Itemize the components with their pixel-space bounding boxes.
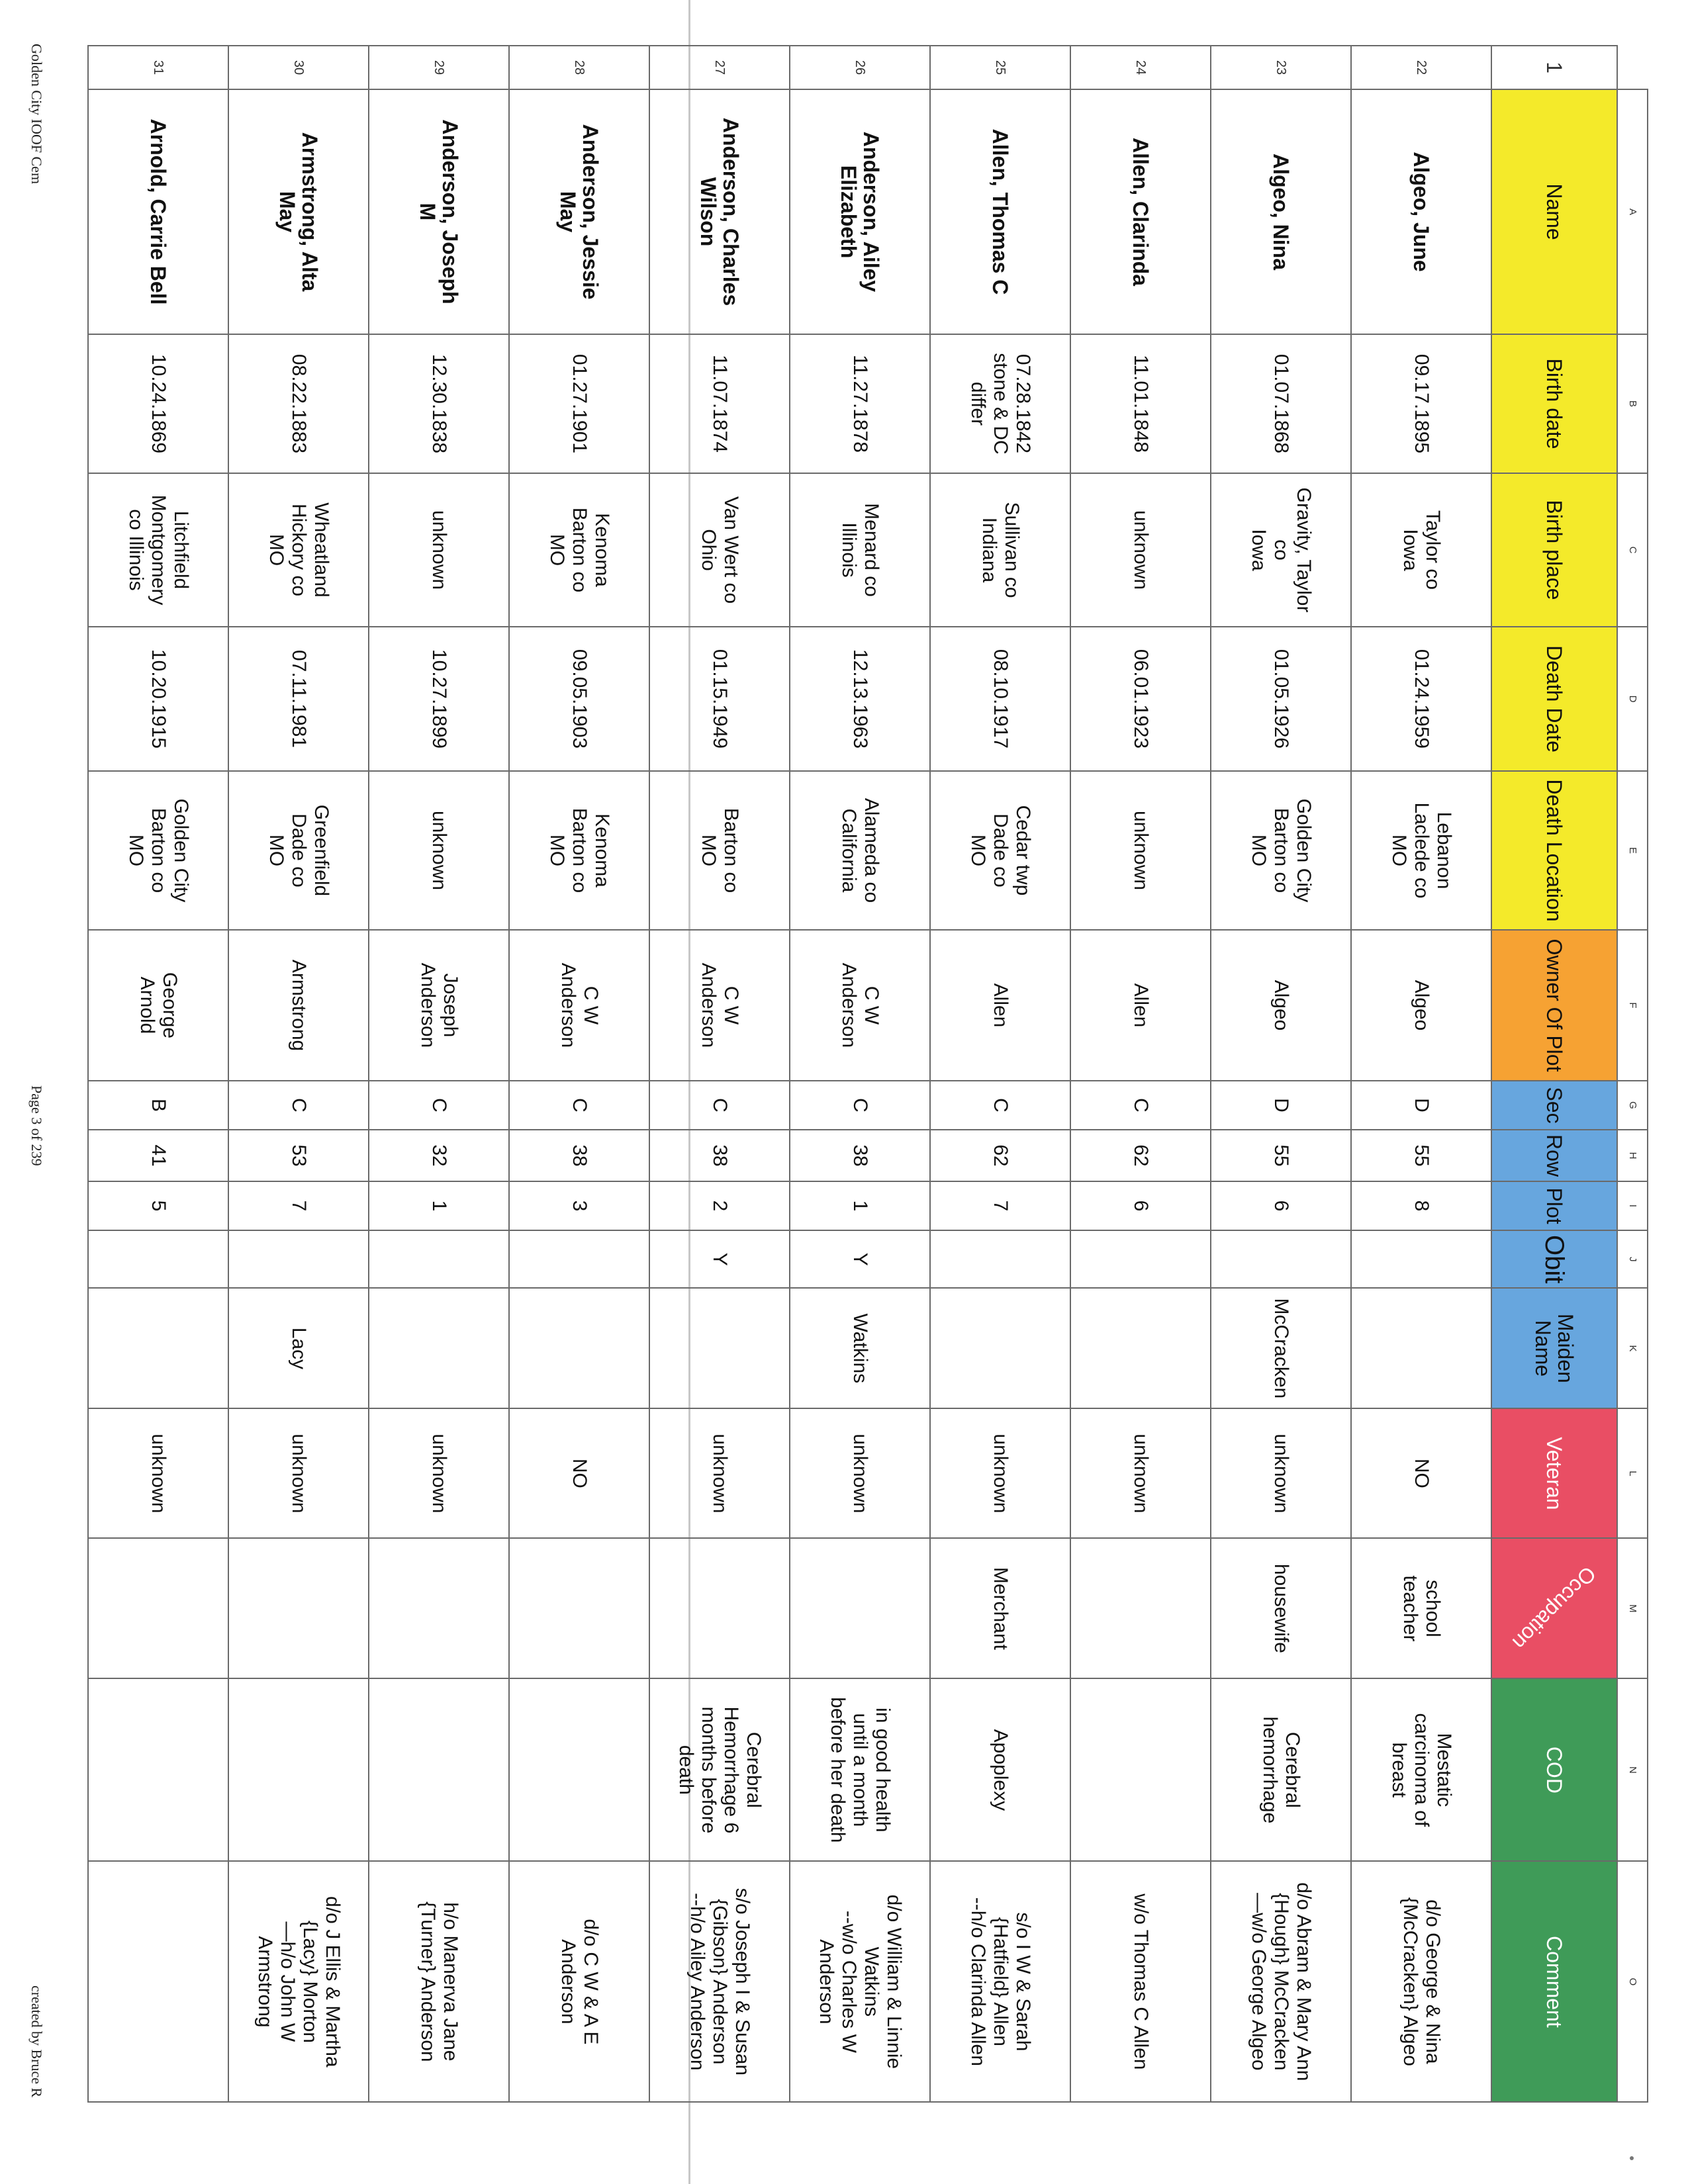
table-cell: Joseph Anderson (369, 930, 509, 1081)
table-cell: Alameda co California (790, 771, 930, 930)
table-cell: Barton co MO (649, 771, 790, 930)
table-cell: unknown (369, 1408, 509, 1538)
table-cell: 2 (649, 1181, 790, 1230)
table-cell: Kenoma Barton co MO (509, 473, 649, 627)
table-cell: Mestatic carcinoma of breast (1351, 1678, 1491, 1861)
table-cell: George Arnold (88, 930, 228, 1081)
table-row (1211, 46, 1351, 2102)
table-cell (369, 1678, 509, 1861)
table-cell: Algeo (1351, 930, 1491, 1081)
table-cell: Van Wert co Ohio (649, 473, 790, 627)
table-cell: 01.05.1926 (1211, 627, 1351, 771)
row-number: 31 (88, 46, 228, 89)
name-cell: Allen, Clarinda (1070, 89, 1211, 334)
table-cell (369, 1288, 509, 1408)
table-cell: unknown (369, 771, 509, 930)
table-cell: Y (790, 1230, 930, 1288)
table-row (1070, 46, 1211, 2102)
table-cell: 11.27.1878 (790, 334, 930, 473)
column-letter: F (1617, 930, 1648, 1081)
column-header: Birth date (1491, 334, 1617, 473)
column-letter: O (1617, 1861, 1648, 2102)
table-cell: 32 (369, 1130, 509, 1181)
column-header: Sec (1491, 1081, 1617, 1130)
table-cell: 6 (1070, 1181, 1211, 1230)
column-header-label: Occupation (1508, 1562, 1601, 1655)
table-cell (88, 1861, 228, 2102)
table-cell: 38 (649, 1130, 790, 1181)
table-cell (649, 1288, 790, 1408)
table-cell: 12.13.1963 (790, 627, 930, 771)
table-cell: 11.07.1874 (649, 334, 790, 473)
column-letter: K (1617, 1288, 1648, 1408)
table-cell: 8 (1351, 1181, 1491, 1230)
table-row (930, 46, 1070, 2102)
column-header: COD (1491, 1678, 1617, 1861)
table-cell: Cerebral Hemorrhage 6 months before death (649, 1678, 790, 1861)
table-row (88, 46, 228, 2102)
column-letter: E (1617, 771, 1648, 930)
table-cell: Merchant (930, 1538, 1070, 1678)
table-cell: C (930, 1081, 1070, 1130)
table-cell: 1 (369, 1181, 509, 1230)
table-cell: 10.20.1915 (88, 627, 228, 771)
table-row (509, 46, 649, 2102)
table-cell: D (1211, 1081, 1351, 1130)
table-cell: s/o I W & Sarah {Hatfield} Allen --h/o Clarinda Allen (930, 1861, 1070, 2102)
table-cell: d/o J Ellis & Martha {Lacy} Morton —h/o John W Armstrong (228, 1861, 369, 2102)
table-cell: 62 (1070, 1130, 1211, 1181)
table-cell: 7 (930, 1181, 1070, 1230)
table-cell (930, 1230, 1070, 1288)
table-cell: D (1351, 1081, 1491, 1130)
row-number: 27 (649, 46, 790, 89)
column-letter: D (1617, 627, 1648, 771)
table-cell: Gravity, Taylor co Iowa (1211, 473, 1351, 627)
table-cell: Watkins (790, 1288, 930, 1408)
table-cell (1351, 1288, 1491, 1408)
table-cell: 38 (790, 1130, 930, 1181)
column-header: Comment (1491, 1861, 1617, 2102)
table-cell: Cedar twp Dade co MO (930, 771, 1070, 930)
table-cell: Litchfield Montgomery co Illinois (88, 473, 228, 627)
table-row (369, 46, 509, 2102)
table-cell: McCracken (1211, 1288, 1351, 1408)
column-header: Name (1491, 89, 1617, 334)
name-cell: Algeo, Nina (1211, 89, 1351, 334)
table-cell: unknown (369, 473, 509, 627)
table-cell: housewife (1211, 1538, 1351, 1678)
name-cell: Allen, Thomas C (930, 89, 1070, 334)
table-cell: in good health until a month before her death (790, 1678, 930, 1861)
table-cell: 3 (509, 1181, 649, 1230)
table-cell: C (1070, 1081, 1211, 1130)
table-cell: unknown (88, 1408, 228, 1538)
table-cell: 08.10.1917 (930, 627, 1070, 771)
row-number: 29 (369, 46, 509, 89)
table-cell: 01.07.1868 (1211, 334, 1351, 473)
table-cell (509, 1288, 649, 1408)
table-cell: 38 (509, 1130, 649, 1181)
table-cell: unknown (1070, 771, 1211, 930)
name-cell: Anderson, Jessie May (509, 89, 649, 334)
table-cell: Sullivan co Indiana (930, 473, 1070, 627)
table-cell: 1 (790, 1181, 930, 1230)
cemetery-records-table (87, 45, 1648, 2103)
table-cell (1070, 1230, 1211, 1288)
table-cell (509, 1230, 649, 1288)
table-cell: Menard co Illinois (790, 473, 930, 627)
table-cell: C (649, 1081, 790, 1130)
header-row (1491, 46, 1617, 2102)
name-cell: Anderson, Joseph M (369, 89, 509, 334)
table-cell (790, 1538, 930, 1678)
table-cell (88, 1288, 228, 1408)
row-number: 28 (509, 46, 649, 89)
name-cell: Algeo, June (1351, 89, 1491, 334)
corner-cell (1617, 46, 1648, 89)
table-cell: 12.30.1838 (369, 334, 509, 473)
table-row (790, 46, 930, 2102)
column-letter: N (1617, 1678, 1648, 1861)
table-cell: 01.15.1949 (649, 627, 790, 771)
table-cell: C W Anderson (509, 930, 649, 1081)
column-letter: I (1617, 1181, 1648, 1230)
table-cell: Taylor co Iowa (1351, 473, 1491, 627)
column-letter: M (1617, 1538, 1648, 1678)
column-letter-row (1617, 46, 1648, 2102)
table-cell (88, 1678, 228, 1861)
table-cell (649, 1538, 790, 1678)
table-cell (228, 1678, 369, 1861)
table-cell (1070, 1288, 1211, 1408)
table-cell: Lacy (228, 1288, 369, 1408)
table-cell: Golden City Barton co MO (88, 771, 228, 930)
column-header: Owner Of Plot (1491, 930, 1617, 1081)
row-number: 23 (1211, 46, 1351, 89)
table-cell: 10.27.1899 (369, 627, 509, 771)
name-cell: Anderson, Charles Wilson (649, 89, 790, 334)
table-cell: 01.24.1959 (1351, 627, 1491, 771)
table-cell: 07.28.1842 stone & DC differ (930, 334, 1070, 473)
row-number: 30 (228, 46, 369, 89)
table-cell: C (790, 1081, 930, 1130)
table-cell: unknown (228, 1408, 369, 1538)
table-cell: Kenoma Barton co MO (509, 771, 649, 930)
table-cell: d/o Abram & Mary Ann {Hough} McCracken —w/o George Algeo (1211, 1861, 1351, 2102)
table-cell (930, 1288, 1070, 1408)
column-letter: G (1617, 1081, 1648, 1130)
table-cell: 09.17.1895 (1351, 334, 1491, 473)
column-header: Obit (1491, 1230, 1617, 1288)
table-cell: C (369, 1081, 509, 1130)
table-cell (228, 1538, 369, 1678)
row-number: 24 (1070, 46, 1211, 89)
column-header: Death Date (1491, 627, 1617, 771)
column-header: Maiden Name (1491, 1288, 1617, 1408)
table-cell: 08.22.1883 (228, 334, 369, 473)
table-cell: h/o Manerva Jane {Turner} Anderson (369, 1861, 509, 2102)
table-cell: Allen (1070, 930, 1211, 1081)
column-letter: C (1617, 473, 1648, 627)
footer-creator: created by Bruce R (28, 1985, 45, 2098)
table-cell: NO (1351, 1408, 1491, 1538)
table-cell: Y (649, 1230, 790, 1288)
table-cell (228, 1230, 369, 1288)
table-row (649, 46, 790, 2102)
table-cell: Wheatland Hickory co MO (228, 473, 369, 627)
table-cell: 11.01.1848 (1070, 334, 1211, 473)
table-cell (88, 1230, 228, 1288)
table-cell: C W Anderson (649, 930, 790, 1081)
table-cell: unknown (1070, 1408, 1211, 1538)
table-cell: 01.27.1901 (509, 334, 649, 473)
table-cell: 7 (228, 1181, 369, 1230)
table-cell (1211, 1230, 1351, 1288)
table-cell: Greenfield Dade co MO (228, 771, 369, 930)
table-cell: C (509, 1081, 649, 1130)
column-letter: J (1617, 1230, 1648, 1288)
table-row (1351, 46, 1491, 2102)
table-cell: C (228, 1081, 369, 1130)
column-header: Death Location (1491, 771, 1617, 930)
table-cell: Apoplexy (930, 1678, 1070, 1861)
table-cell: 5 (88, 1181, 228, 1230)
table-cell (509, 1678, 649, 1861)
table-cell: school teacher (1351, 1538, 1491, 1678)
column-letter: A (1617, 89, 1648, 334)
table-cell: 10.24.1869 (88, 334, 228, 473)
row-number: 25 (930, 46, 1070, 89)
table-cell: C W Anderson (790, 930, 930, 1081)
table-cell: Algeo (1211, 930, 1351, 1081)
table-cell (369, 1230, 509, 1288)
table-cell (509, 1538, 649, 1678)
table-cell: w/o Thomas C Allen (1070, 1861, 1211, 2102)
table-cell: 07.11.1981 (228, 627, 369, 771)
table-cell: unknown (790, 1408, 930, 1538)
column-letter: B (1617, 334, 1648, 473)
table-cell: 41 (88, 1130, 228, 1181)
table-cell: Cerebral hemorrhage (1211, 1678, 1351, 1861)
name-cell: Anderson, Ailey Elizabeth (790, 89, 930, 334)
column-letter: H (1617, 1130, 1648, 1181)
table-cell: d/o William & Linnie Watkins --w/o Charles W Anderson (790, 1861, 930, 2102)
row-number: 22 (1351, 46, 1491, 89)
table-cell: d/o C W & A E Anderson (509, 1861, 649, 2102)
row-number: 1 (1491, 46, 1617, 89)
table-cell: 55 (1351, 1130, 1491, 1181)
column-header: Birth place (1491, 473, 1617, 627)
table-cell: unknown (649, 1408, 790, 1538)
table-cell: B (88, 1081, 228, 1130)
name-cell: Armstrong, Alta May (228, 89, 369, 334)
table-cell: Allen (930, 930, 1070, 1081)
table-cell: Armstrong (228, 930, 369, 1081)
row-number: 26 (790, 46, 930, 89)
table-cell: s/o Joseph I & Susan {Gibson} Anderson --h/o Ailey Anderson (649, 1861, 790, 2102)
column-header (1491, 1538, 1617, 1678)
footer-page-number: Page 3 of 239 (28, 1085, 45, 1166)
table-cell: 06.01.1923 (1070, 627, 1211, 771)
table-cell (88, 1538, 228, 1678)
table-cell: 6 (1211, 1181, 1351, 1230)
table-cell: 53 (228, 1130, 369, 1181)
column-header: Plot (1491, 1181, 1617, 1230)
table-row (228, 46, 369, 2102)
table-cell (1351, 1230, 1491, 1288)
table-cell: unknown (930, 1408, 1070, 1538)
table-cell: 55 (1211, 1130, 1351, 1181)
table-cell: unknown (1070, 473, 1211, 627)
table-cell: unknown (1211, 1408, 1351, 1538)
table-cell (1070, 1678, 1211, 1861)
footer-source: Golden City IOOF Cem (28, 44, 45, 185)
table-cell: NO (509, 1408, 649, 1538)
table-cell (369, 1538, 509, 1678)
table-cell: 09.05.1903 (509, 627, 649, 771)
column-header: Row (1491, 1130, 1617, 1181)
table-cell (1070, 1538, 1211, 1678)
name-cell: Arnold, Carrie Bell (88, 89, 228, 334)
column-letter: L (1617, 1408, 1648, 1538)
table-cell: 62 (930, 1130, 1070, 1181)
column-header: Veteran (1491, 1408, 1617, 1538)
table-cell: Golden City Barton co MO (1211, 771, 1351, 930)
table-cell: Lebanon Laclede co MO (1351, 771, 1491, 930)
table-cell: d/o George & Nina {McCracken} Algeo (1351, 1861, 1491, 2102)
